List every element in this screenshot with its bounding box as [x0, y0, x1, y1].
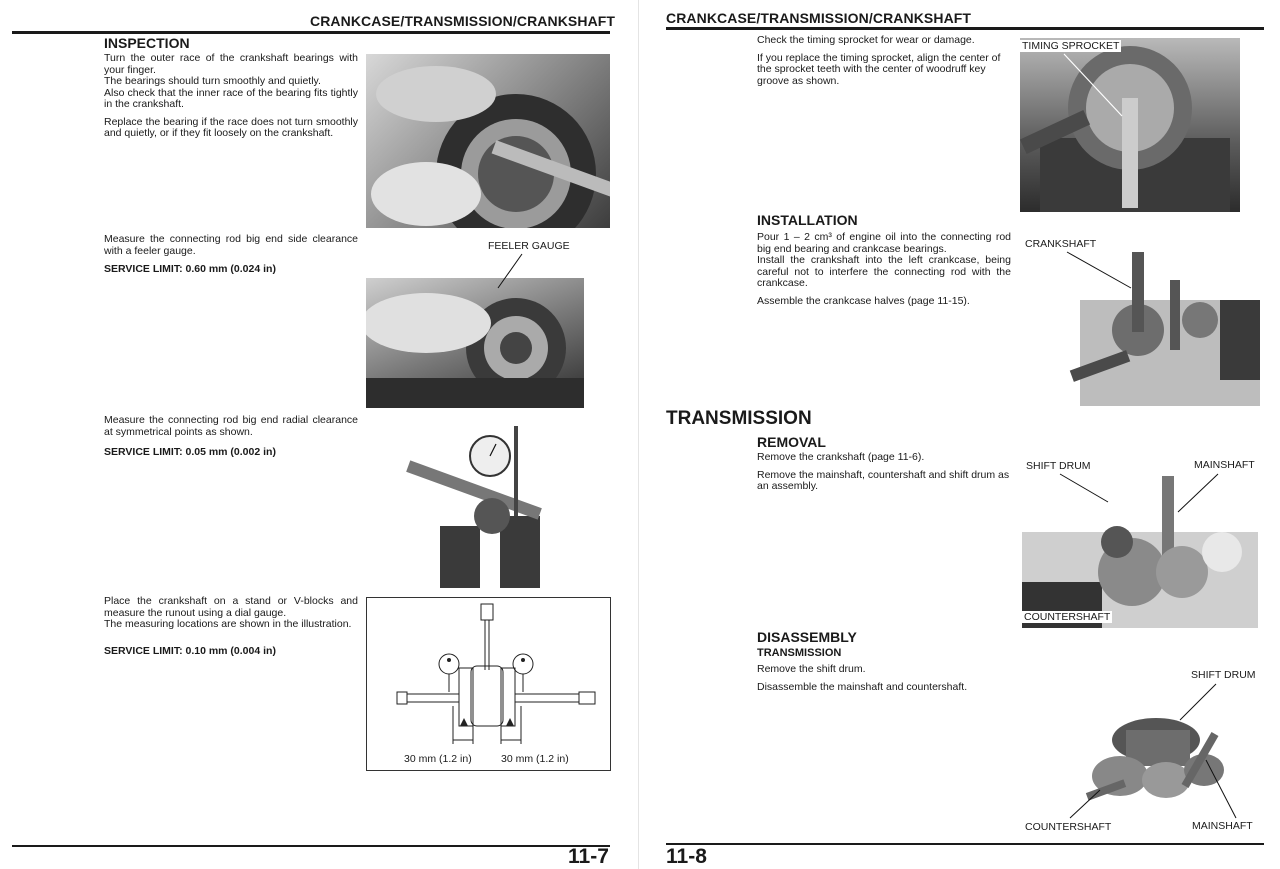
disassembly-block: [757, 664, 1011, 693]
bearing-instructions: [104, 53, 358, 140]
timing-sprocket-photo: [1020, 38, 1240, 212]
disassembly-text-2: Disassemble the mainshaft and countershaft.: [757, 680, 968, 693]
runout-text-1: Place the crankshaft on a stand or V-blocks and measure the runout using a dial gauge.: [104, 595, 358, 619]
left-page-number: 11-7: [568, 845, 609, 868]
bearing-text-1: Turn the outer race of the crankshaft bearings with your finger.: [104, 52, 358, 76]
installation-block: [757, 232, 1011, 307]
runout-dim-right: 30 mm (1.2 in): [501, 753, 569, 765]
bearing-photo: [366, 54, 610, 228]
timing-sprocket-leader: [1060, 52, 1130, 122]
radial-clearance-block: [104, 415, 358, 458]
bearing-text-2: The bearings should turn smoothly and quietly.: [104, 75, 321, 87]
radial-clearance-photo: [404, 416, 552, 588]
timing-sprocket-label: TIMING SPROCKET: [1022, 40, 1120, 52]
removal-mainshaft-label: MAINSHAFT: [1194, 459, 1255, 471]
bearing-replace-text: Replace the bearing if the race does not turn smoothly and quietly, or if they fit loosely on the crankshaft.: [104, 115, 358, 139]
disassembly-subtitle: TRANSMISSION: [757, 647, 842, 659]
feeler-gauge-label: FEELER GAUGE: [488, 240, 570, 252]
sprocket-block: [757, 35, 1011, 87]
page-gutter: [638, 0, 639, 869]
left-header-rule: [12, 31, 610, 34]
timing-sprocket-illustration: [1020, 38, 1240, 212]
sprocket-text-2: If you replace the timing sprocket, align the center of the sprocket teeth with the center of woodruff key groove as shown.: [757, 51, 1001, 87]
right-footer-rule: [666, 843, 1264, 845]
crankshaft-leader: [1065, 250, 1135, 292]
removal-leaders: [1058, 472, 1258, 542]
bearing-text-3: Also check that the inner race of the bearing fits tightly in the crankshaft.: [104, 86, 358, 110]
radial-clearance-illustration: [404, 416, 552, 588]
inspection-title: INSPECTION: [104, 35, 190, 51]
feeler-gauge-leader: [490, 252, 530, 292]
right-page-number: 11-8: [666, 845, 707, 868]
installation-text-3: Assemble the crankcase halves (page 11-15).: [757, 294, 970, 307]
crankshaft-install-photo: [1020, 240, 1260, 406]
runout-limit: SERVICE LIMIT: 0.10 mm (0.004 in): [104, 644, 276, 657]
disassembly-shift-drum-label: SHIFT DRUM: [1191, 669, 1256, 681]
disassembly-title: DISASSEMBLY: [757, 629, 857, 645]
crankshaft-label: CRANKSHAFT: [1025, 238, 1097, 250]
disassembly-leaders: [1060, 680, 1260, 820]
runout-diagram: [366, 597, 611, 771]
side-clearance-limit: SERVICE LIMIT: 0.60 mm (0.024 in): [104, 263, 276, 275]
installation-text-1: Pour 1 – 2 cm³ of engine oil into the connecting rod big end bearing and crankcase bearings.: [757, 231, 1011, 255]
runout-block: [104, 596, 358, 657]
radial-clearance-limit: SERVICE LIMIT: 0.05 mm (0.002 in): [104, 446, 276, 458]
bearing-illustration: [366, 54, 610, 228]
removal-text-2: Remove the mainshaft, countershaft and shift drum as an assembly.: [757, 468, 1010, 492]
sprocket-text-1: Check the timing sprocket for wear or damage.: [757, 34, 975, 46]
disassembly-text-1: Remove the shift drum.: [757, 663, 866, 675]
crankshaft-install-illustration: [1020, 240, 1260, 406]
feeler-gauge-photo: [366, 278, 584, 408]
side-clearance-text: Measure the connecting rod big end side clearance with a feeler gauge.: [104, 233, 358, 257]
runout-drawing: [367, 598, 610, 746]
removal-title: REMOVAL: [757, 434, 826, 450]
runout-dim-left: 30 mm (1.2 in): [404, 753, 472, 765]
installation-text-2: Install the crankshaft into the left crankcase, being careful not to interfere the connecting rod with the crankcase.: [757, 254, 1011, 289]
installation-title: INSTALLATION: [757, 212, 858, 228]
side-clearance-block: [104, 234, 358, 275]
right-header-rule: [666, 27, 1264, 30]
transmission-title: TRANSMISSION: [666, 408, 812, 429]
radial-clearance-text: Measure the connecting rod big end radial clearance at symmetrical points as shown.: [104, 414, 358, 438]
disassembly-countershaft-label: COUNTERSHAFT: [1025, 821, 1112, 833]
left-header: CRANKCASE/TRANSMISSION/CRANKSHAFT: [310, 13, 616, 29]
runout-text-2: The measuring locations are shown in the illustration.: [104, 618, 352, 630]
removal-shift-drum-label: SHIFT DRUM: [1026, 460, 1091, 472]
disassembly-mainshaft-label: MAINSHAFT: [1192, 820, 1253, 832]
left-footer-rule: [12, 845, 610, 847]
removal-block: [757, 452, 1011, 493]
feeler-gauge-illustration: [366, 278, 584, 408]
removal-countershaft-label: COUNTERSHAFT: [1024, 611, 1111, 623]
right-header: CRANKCASE/TRANSMISSION/CRANKSHAFT: [666, 10, 972, 26]
removal-text-1: Remove the crankshaft (page 11-6).: [757, 451, 925, 463]
